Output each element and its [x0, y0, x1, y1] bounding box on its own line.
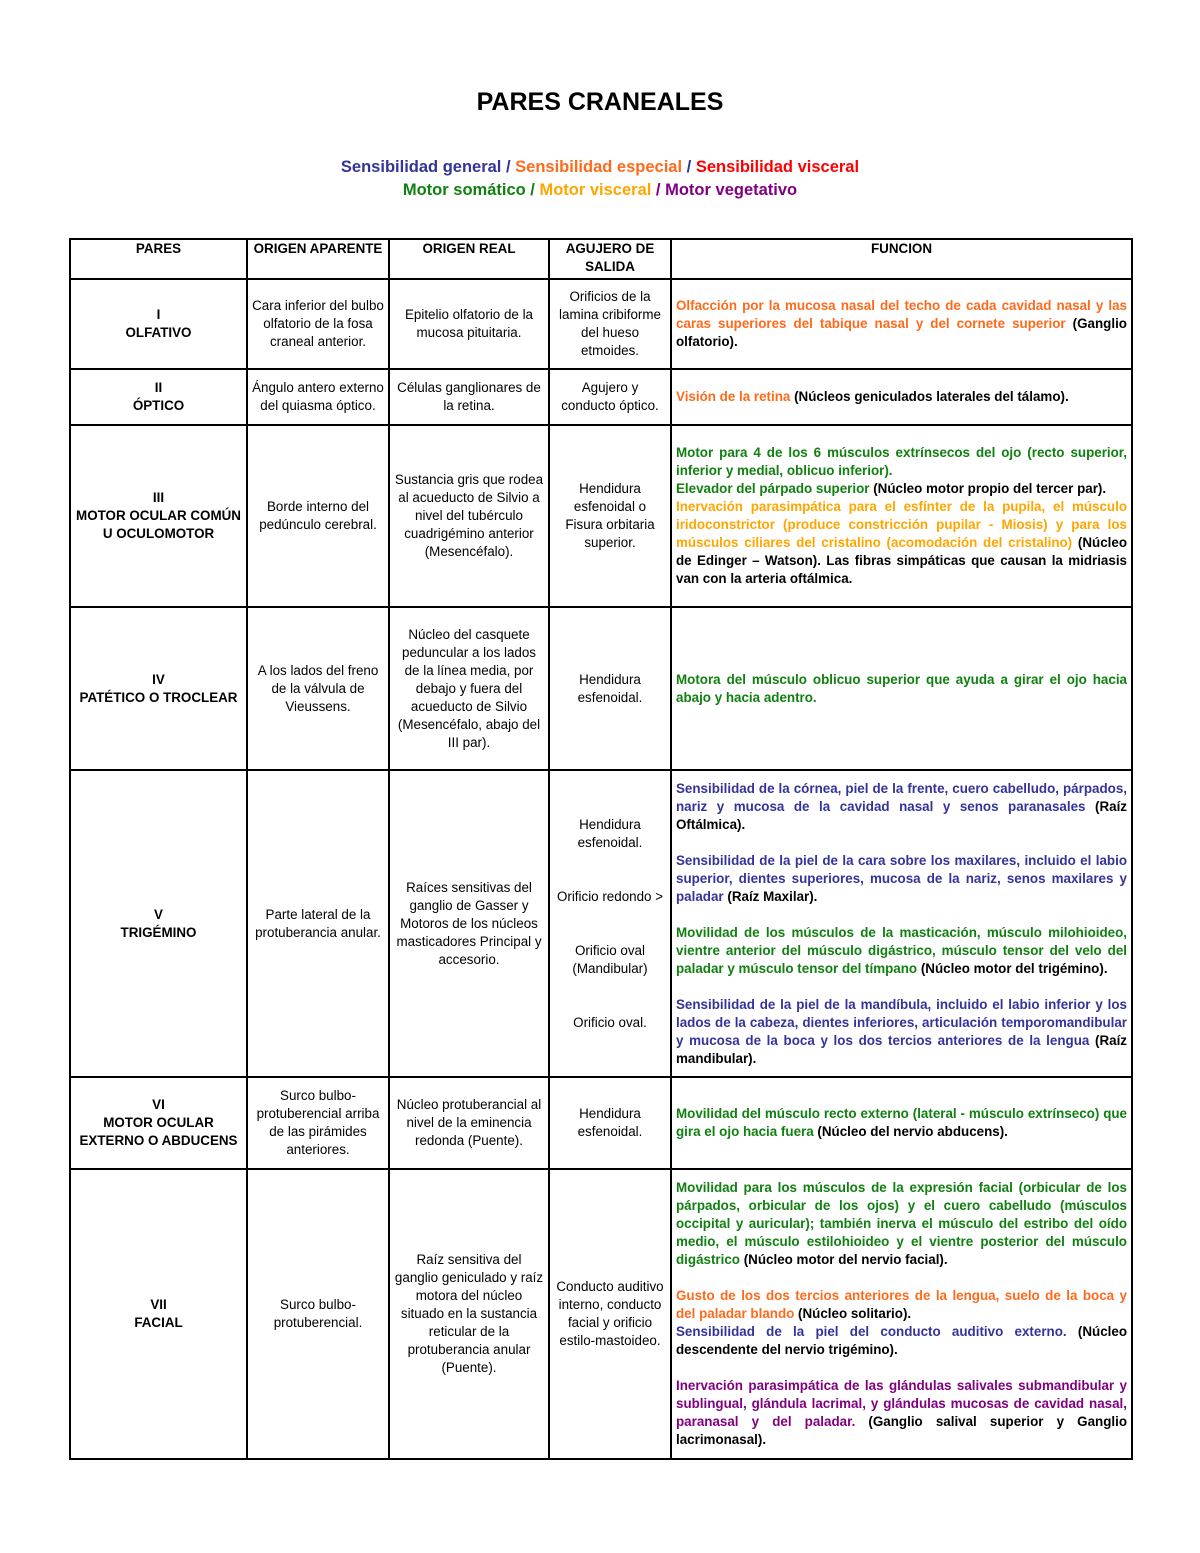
funcion-paragraph [676, 780, 1127, 834]
origen-aparente-cell: Ángulo antero externo del quiasma óptico. [247, 369, 389, 425]
header-agujero: AGUJERO DE SALIDA [549, 239, 671, 279]
agujero-cell: Hendidura esfenoidal o Fisura orbitaria superior. [549, 425, 671, 607]
funcion-cell [671, 279, 1132, 369]
funcion-text: Sensibilidad de la piel de la cara sobre los maxilares, incluido el labio superior, dientes superiores, mucosa de la nariz, senos maxilares y paladar [676, 852, 1127, 904]
par-cell [70, 1077, 247, 1169]
funcion-paragraph [676, 297, 1127, 351]
legend-item: Motor visceral [539, 181, 652, 199]
par-name: PATÉTICO O TROCLEAR [79, 689, 238, 705]
origen-real-cell: Células ganglionares de la retina. [389, 369, 549, 425]
funcion-paragraph [676, 924, 1127, 978]
table-row [70, 425, 1132, 607]
funcion-text: (Núcleo motor propio del tercer par). [869, 481, 1107, 496]
legend-item: Motor vegetativo [665, 181, 798, 199]
funcion-paragraph [676, 1179, 1127, 1269]
funcion-text: (Núcleos geniculados laterales del tálamo). [790, 389, 1069, 404]
par-number: III [152, 490, 165, 505]
legend-item: / [651, 181, 666, 199]
funcion-cell [671, 607, 1132, 770]
origen-real-cell: Núcleo del casquete peduncular a los lados de la línea media, por debajo y fuera del acueducto de Silvio (Mesencéfalo, abajo del III par). [389, 607, 549, 770]
agujero-cell: Conducto auditivo interno, conducto facial y orificio estilo-mastoideo. [549, 1169, 671, 1459]
header-origen-real: ORIGEN REAL [389, 239, 549, 279]
par-name: FACIAL [134, 1315, 183, 1330]
agujero-cell: Hendidura esfenoidal. [549, 1077, 671, 1169]
header-origen-aparente: ORIGEN APARENTE [247, 239, 389, 279]
funcion-text: (Ganglio salival superior y Ganglio lacrimonasal). [676, 1414, 1127, 1447]
par-name: MOTOR OCULAR COMÚN U OCULOMOTOR [76, 508, 241, 541]
funcion-paragraph [676, 671, 1127, 707]
legend-item: Sensibilidad general [340, 158, 502, 176]
table-row [70, 1077, 1132, 1169]
origen-real-cell: Raíz sensitiva del ganglio geniculado y raíz motora del núcleo situado en la sustancia reticular de la protuberancia anular (Puente). [389, 1169, 549, 1459]
header-funcion: FUNCION [671, 239, 1132, 279]
legend-motor [0, 181, 1200, 200]
agujero-cell [549, 770, 671, 1077]
par-cell [70, 279, 247, 369]
agujero-cell: Agujero y conducto óptico. [549, 369, 671, 425]
origen-aparente-cell: Borde interno del pedúnculo cerebral. [247, 425, 389, 607]
funcion-paragraph [676, 498, 1127, 588]
cranial-nerves-table [69, 238, 1133, 1460]
funcion-text: Sensibilidad de la córnea, piel de la frente, cuero cabelludo, párpados, nariz y mucosa de la cavidad nasal y senos paranasales [676, 780, 1127, 814]
funcion-text: Movilidad del músculo recto externo (lateral - músculo extrínseco) que gira el ojo hacia fuera [676, 1106, 1127, 1139]
origen-aparente-cell: Cara inferior del bulbo olfatorio de la fosa craneal anterior. [247, 279, 389, 369]
funcion-text: Motora del músculo oblicuo superior que ayuda a girar el ojo hacia abajo y hacia adentro. [676, 671, 1127, 705]
agujero-item: Orificio redondo > [556, 888, 664, 904]
funcion-text: Inervación parasimpática de las glándulas salivales submandibular y sublingual, glándula lacrimal, y glándulas mucosas de cavidad nasal, paranasal y del paladar. [676, 1378, 1127, 1429]
agujero-cell: Orificios de la lamina cribiforme del hueso etmoides. [549, 279, 671, 369]
origen-aparente-cell: Parte lateral de la protuberancia anular. [247, 770, 389, 1077]
par-number: VII [150, 1297, 167, 1312]
table-row [70, 369, 1132, 425]
funcion-cell [671, 369, 1132, 425]
funcion-cell [671, 425, 1132, 607]
funcion-text: Movilidad para los músculos de la expresión facial (orbicular de los párpados, orbicular de los ojos) y el cuero cabelludo (músculos occipital y auricular); también inerva el músculo del estribo del oído medio, el músculo estilohioideo y el vientre posterior del músculo digástrico [676, 1180, 1127, 1267]
funcion-text: (Raíz Maxilar). [723, 888, 818, 904]
funcion-text: (Raíz Oftálmica). [676, 798, 1127, 832]
legend-item: / [525, 181, 540, 199]
funcion-text: Gusto de los dos tercios anteriores de la lengua, suelo de la boca y del paladar blando [676, 1288, 1127, 1321]
funcion-paragraph [676, 1377, 1127, 1449]
table-header-row [70, 239, 1132, 279]
funcion-cell [671, 1169, 1132, 1459]
header-pares: PARES [70, 239, 247, 279]
par-number: VI [152, 1097, 165, 1112]
legend-item: Sensibilidad especial [515, 158, 683, 176]
legend-item: / [501, 158, 516, 176]
funcion-text: (Raíz mandibular). [676, 1032, 1127, 1066]
funcion-text: Olfacción por la mucosa nasal del techo de cada cavidad nasal y las caras superiores del tabique nasal y del cornete superior [676, 298, 1127, 331]
funcion-text: (Núcleo descendente del nervio trigémino). [676, 1324, 1127, 1357]
table-row [70, 279, 1132, 369]
funcion-paragraph [676, 444, 1127, 480]
par-name: TRIGÉMINO [120, 924, 197, 940]
legend-item: Motor somático [402, 181, 526, 199]
funcion-text: Sensibilidad de la piel del conducto auditivo externo. [676, 1324, 1067, 1339]
funcion-text: Elevador del párpado superior [676, 481, 870, 496]
funcion-text: Movilidad de los músculos de la masticación, músculo milohioideo, vientre anterior del músculo digástrico, músculo tensor del velo del paladar y músculo tensor del tímpano [676, 924, 1127, 976]
par-cell [70, 1169, 247, 1459]
funcion-paragraph [676, 1287, 1127, 1323]
legend-sensibilidad [0, 158, 1200, 177]
par-number: II [154, 380, 163, 395]
funcion-text: Visión de la retina [676, 389, 791, 404]
par-number: I [156, 307, 161, 322]
funcion-paragraph [676, 852, 1127, 906]
par-number: IV [152, 671, 165, 687]
funcion-cell [671, 1077, 1132, 1169]
par-cell [70, 607, 247, 770]
funcion-paragraph [676, 1323, 1127, 1359]
funcion-paragraph [676, 480, 1127, 498]
table-row [70, 770, 1132, 1077]
origen-aparente-cell: Surco bulbo-protuberencial. [247, 1169, 389, 1459]
origen-aparente-cell: A los lados del freno de la válvula de Vieussens. [247, 607, 389, 770]
funcion-text: Inervación parasimpática para el esfínter de la pupila, el músculo iridoconstrictor (produce constricción pupilar - Miosis) y para los músculos ciliares del cristalino (acomodación del cristalino) [676, 499, 1127, 550]
par-cell [70, 770, 247, 1077]
par-cell [70, 369, 247, 425]
origen-real-cell: Núcleo protuberancial al nivel de la eminencia redonda (Puente). [389, 1077, 549, 1169]
origen-real-cell: Epitelio olfatorio de la mucosa pituitaria. [389, 279, 549, 369]
par-name: OLFATIVO [125, 325, 192, 340]
funcion-text: (Núcleo solitario). [794, 1306, 912, 1321]
agujero-cell: Hendidura esfenoidal. [549, 607, 671, 770]
agujero-item: Hendidura esfenoidal. [577, 816, 643, 850]
funcion-paragraph [676, 996, 1127, 1068]
funcion-text: (Núcleo motor del trigémino). [917, 960, 1108, 976]
agujero-item: Orificio oval (Mandibular) [572, 942, 648, 976]
par-name: MOTOR OCULAR EXTERNO O ABDUCENS [79, 1115, 238, 1148]
funcion-paragraph [676, 388, 1127, 406]
funcion-text: Motor para 4 de los 6 músculos extrínsecos del ojo (recto superior, inferior y medial, oblicuo inferior). [676, 445, 1127, 478]
funcion-text: Sensibilidad de la piel de la mandíbula, incluido el labio inferior y los lados de la cabeza, dientes inferiores, articulación temporomandibular y mucosa de la boca y los dos tercios anteriores de la lengua [676, 996, 1127, 1048]
funcion-text: (Núcleo motor del nervio facial). [740, 1252, 948, 1267]
origen-real-cell: Sustancia gris que rodea al acueducto de Silvio a nivel del tubérculo cuadrigémino anterior (Mesencéfalo). [389, 425, 549, 607]
par-number: V [154, 906, 163, 922]
page-title: PARES CRANEALES [476, 88, 724, 116]
origen-real-cell: Raíces sensitivas del ganglio de Gasser y Motoros de los núcleos masticadores Principal y accesorio. [389, 770, 549, 1077]
table-row [70, 1169, 1132, 1459]
funcion-text: (Ganglio olfatorio). [676, 316, 1127, 349]
funcion-cell [671, 770, 1132, 1077]
table-row [70, 607, 1132, 770]
funcion-text: (Núcleo de Edinger – Watson). Las fibras simpáticas que causan la midriasis van con la arteria oftálmica. [676, 535, 1128, 586]
funcion-text: (Núcleo del nervio abducens). [813, 1124, 1008, 1139]
par-cell [70, 425, 247, 607]
agujero-item: Orificio oval. [573, 1014, 647, 1030]
par-name: ÓPTICO [132, 398, 185, 413]
origen-aparente-cell: Surco bulbo-protuberencial arriba de las pirámides anteriores. [247, 1077, 389, 1169]
funcion-paragraph [676, 1105, 1127, 1141]
legend-item: / [682, 158, 696, 176]
legend-item: Sensibilidad visceral [695, 158, 860, 176]
